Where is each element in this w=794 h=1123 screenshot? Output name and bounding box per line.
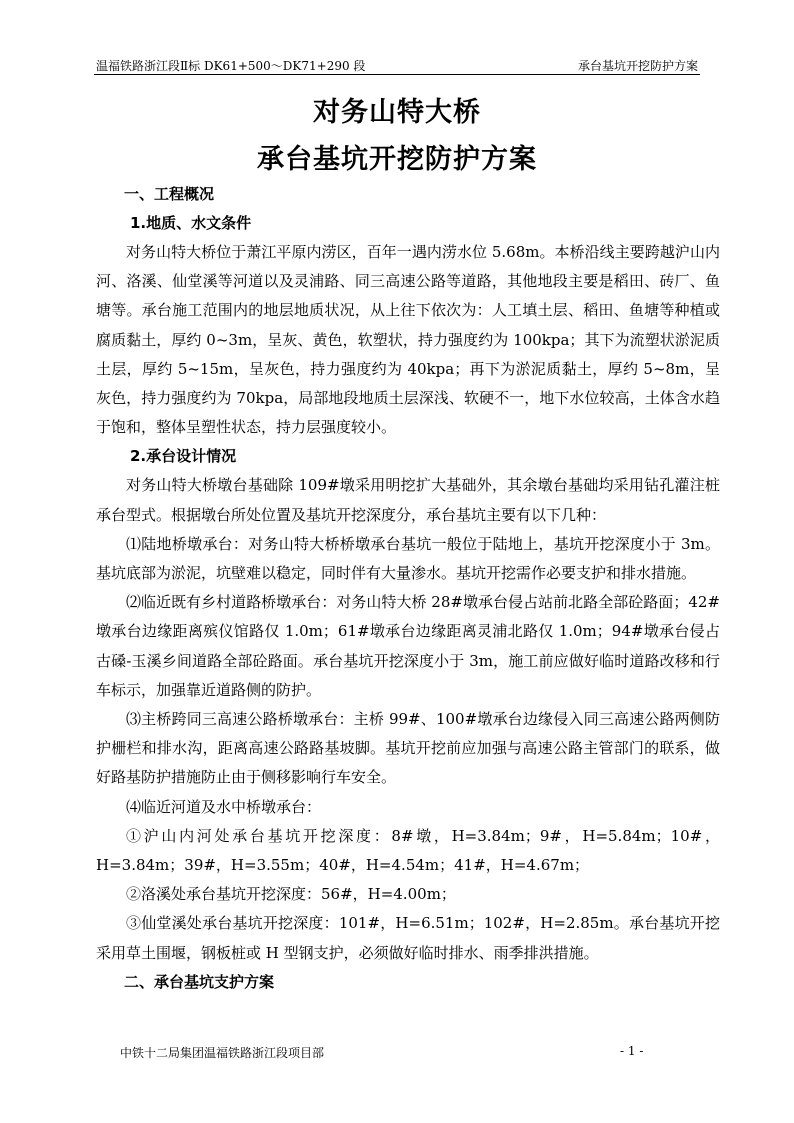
section-heading-support-plan: 二、承台基坑支护方案: [124, 972, 275, 991]
section-heading-overview: 一、工程概况: [124, 185, 215, 203]
paragraph-xiantang: ③仙堂溪处承台基坑开挖深度：101#，H=6.51m；102#，H=2.85m。承台基坑开挖采用草土围堰，钢板桩或 H 型钢支护，必须做好临时排水、雨季排洪措施。: [96, 914, 720, 962]
paragraph-design-intro: 对务山特大桥墩台基础除 109#墩采用明挖扩大基础外，其余墩台基础均采用钻孔灌注桩承台型式。根据墩台所处位置及基坑开挖深度分，承台基坑主要有以下几种：: [96, 476, 720, 524]
page-number: - 1 -: [620, 1044, 644, 1058]
document-title-line1: 对务山特大桥: [313, 97, 481, 128]
paragraph-geology: 对务山特大桥位于萧江平原内涝区，百年一遇内涝水位 5.68m。本桥沿线主要跨越沪山内河、洛溪、仙堂溪等河道以及灵浦路、同三高速公路等道路，其他地段主要是稻田、砖厂、鱼塘等。承台施工范围内的地层地质状况，从上往下依次为：人工填土层、稻田、鱼塘等种植或腐质黏土，厚约 0~3m，呈灰、黄色，软塑状，持力强度约为 100kpa；其下为流塑状淤泥质土层，厚约 5~15m，呈灰色，持力强度约为 40kpa；再下为淤泥质黏土，厚约 5~8m，呈灰色，持力强度约为 70kpa，局部地段地质土层深浅、软硬不一，地下水位较高，土体含水趋于饱和，整体呈塑性状态，持力层强度较小。: [96, 243, 720, 437]
document-body: [96, 180, 720, 997]
paragraph-hushan-river: ①沪山内河处承台基坑开挖深度：8#墩，H=3.84m；9#，H=5.84m；10#，H=3.84m；39#，H=3.55m；40#，H=4.54m；41#，H=4.67m；: [96, 826, 720, 875]
header-divider: [94, 74, 700, 75]
subsection-heading-design: 2.承台设计情况: [130, 447, 237, 466]
paragraph-river-pier: ⑷临近河道及水中桥墩承台：: [126, 797, 322, 816]
header-right-text: 承台基坑开挖防护方案: [577, 59, 698, 73]
paragraph-luoxi: ②洛溪处承台基坑开挖深度：56#，H=4.00m；: [126, 885, 456, 904]
subsection-heading-geology: 1.地质、水文条件: [130, 214, 252, 232]
header-left-text: 温福铁路浙江段Ⅱ标 DK61+500～DK71+290 段: [96, 59, 366, 73]
paragraph-road-pier: ⑵临近既有乡村道路桥墩承台：对务山特大桥 28#墩承台侵占站前北路全部砼路面；42#墩承台边缘距离殡仪馆路仅 1.0m；61#墩承台边缘距离灵浦北路仅 1.0m；94#墩承台侵占古磉-玉溪乡间道路全部砼路面。承台基坑开挖深度小于 3m，施工前应做好临时道路改移和行车标示，加强靠近道路侧的防护。: [96, 593, 720, 699]
paragraph-highway-pier: ⑶主桥跨同三高速公路桥墩承台：主桥 99#、100#墩承台边缘侵入同三高速公路两侧防护栅栏和排水沟，距离高速公路路基坡脚。基坑开挖前应加强与高速公路主管部门的联系，做好路基防护措施防止由于侧移影响行车安全。: [96, 710, 720, 787]
footer-left-text: 中铁十二局集团温福铁路浙江段项目部: [120, 1046, 325, 1060]
document-title-line2: 承台基坑开挖防护方案: [257, 144, 537, 175]
paragraph-land-pier: ⑴陆地桥墩承台：对务山特大桥桥墩承台基坑一般位于陆地上，基坑开挖深度小于 3m。基坑底部为淤泥，坑壁难以稳定，同时伴有大量渗水。基坑开挖需作必要支护和排水措施。: [96, 534, 720, 583]
